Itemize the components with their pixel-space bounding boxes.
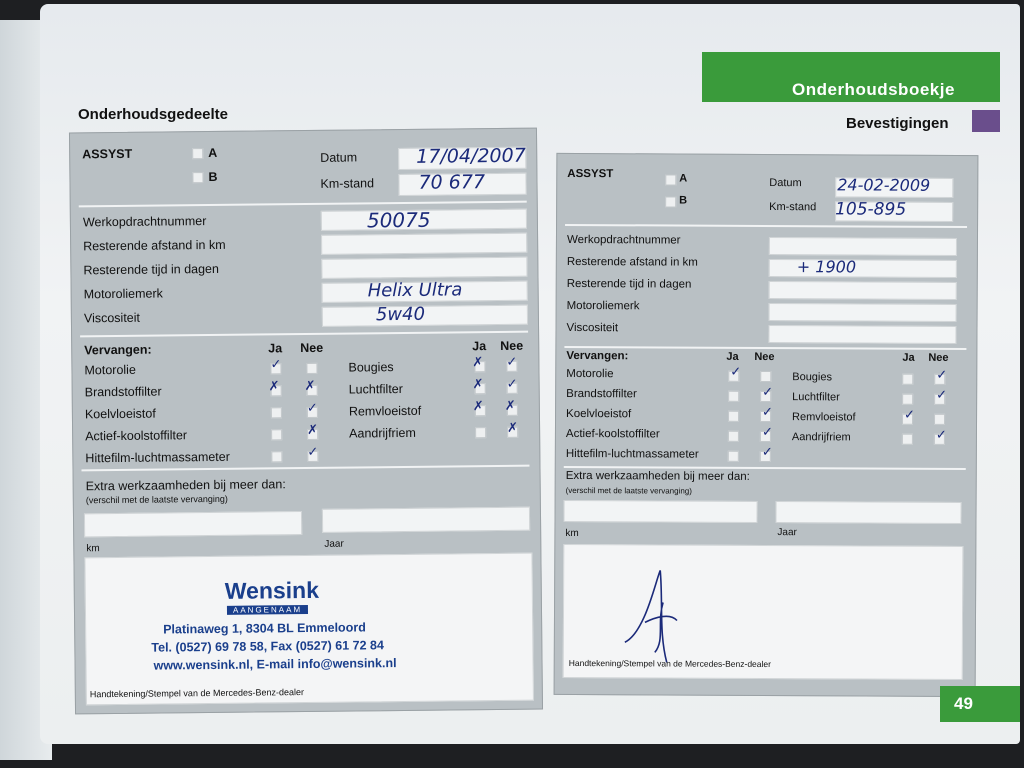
assyst-a-label: A <box>208 145 218 161</box>
assyst-label: ASSYST <box>567 167 614 181</box>
km-label: km <box>86 543 100 555</box>
booklet-tab: Onderhoudsboekje <box>702 52 1000 102</box>
assyst-b-checkbox[interactable] <box>192 172 203 183</box>
divider <box>79 201 527 208</box>
remvloeistof-label: Remvloeistof <box>348 403 422 419</box>
luchtfilter-label: Luchtfilter <box>792 391 840 404</box>
divider <box>80 331 528 338</box>
koelvloeistof-label: Koelvloeistof <box>84 406 156 422</box>
hittefilm-ja-checkbox[interactable] <box>271 451 282 462</box>
aandrijfriem-nee-mark: ✓ <box>935 427 947 443</box>
resterende-afstand-value: + 1900 <box>796 257 857 277</box>
divider <box>565 224 967 228</box>
koelvloeistof-label: Koelvloeistof <box>566 407 632 421</box>
maintenance-card-2 <box>554 153 979 697</box>
dealer-logo: Wensink <box>224 576 320 604</box>
resterende-tijd-label: Resterende tijd in dagen <box>566 277 692 291</box>
nee-header: Nee <box>500 338 524 353</box>
jaar-label: Jaar <box>324 538 344 550</box>
extra-km-field[interactable] <box>84 511 302 537</box>
datum-value: 24-02-2009 <box>837 175 931 195</box>
remvloeistof-ja-mark: ✓ <box>904 407 915 423</box>
km-stand-value: 105-895 <box>835 199 907 220</box>
bougies-label: Bougies <box>348 360 394 375</box>
dealer-tagline: AANGENAAM <box>227 605 308 615</box>
assyst-b-label: B <box>208 169 218 185</box>
resterende-afstand-label: Resterende afstand in km <box>566 255 698 269</box>
hittefilm-label: Hittefilm-luchtmassameter <box>565 447 699 461</box>
hittefilm-ja-checkbox[interactable] <box>728 451 739 462</box>
aandrijfriem-nee-mark: ✗ <box>507 420 519 436</box>
koelvloeistof-ja-checkbox[interactable] <box>728 411 739 422</box>
motorolie-nee-checkbox[interactable] <box>760 371 771 382</box>
nee-header: Nee <box>928 351 949 364</box>
extra-sub-label: (verschil met de laatste vervanging) <box>565 485 692 496</box>
datum-label: Datum <box>320 150 358 165</box>
jaar-label: Jaar <box>777 527 797 539</box>
brandstoffilter-ja-mark: ✗ <box>268 379 280 395</box>
motorolie-nee-checkbox[interactable] <box>306 363 317 374</box>
km-stand-label: Km-stand <box>769 201 817 214</box>
werkopdrachtnummer-label: Werkopdrachtnummer <box>82 214 207 230</box>
remvloeistof-label: Remvloeistof <box>792 411 856 424</box>
extra-km-field[interactable] <box>563 500 757 523</box>
actief-ja-checkbox[interactable] <box>728 431 739 442</box>
hittefilm-nee-mark: ✓ <box>307 444 319 460</box>
actief-koolstoffilter-label: Actief-koolstoffilter <box>565 427 660 441</box>
luchtfilter-ja-mark: ✗ <box>472 377 484 393</box>
motoroliemerk-field[interactable] <box>769 303 957 322</box>
handwritten-signature <box>615 562 686 672</box>
remvloeistof-nee-mark: ✗ <box>504 398 516 414</box>
motoroliemerk-label: Motoroliemerk <box>566 299 640 313</box>
nee-header: Nee <box>754 350 775 364</box>
aandrijfriem-ja-checkbox[interactable] <box>902 434 913 445</box>
signature-label: Handtekening/Stempel van de Mercedes-Benz-dealer <box>89 687 305 700</box>
bougies-ja-checkbox[interactable] <box>902 374 913 385</box>
luchtfilter-nee-mark: ✓ <box>936 387 948 403</box>
remvloeistof-ja-mark: ✗ <box>472 399 484 415</box>
extra-sub-label: (verschil met de laatste vervanging) <box>85 493 228 506</box>
extra-label: Extra werkzaamheden bij meer dan: <box>85 477 286 494</box>
brandstoffilter-nee-mark: ✗ <box>304 378 316 395</box>
motorolie-label: Motorolie <box>566 367 614 381</box>
maintenance-card-1 <box>69 128 543 715</box>
bougies-ja-mark: ✗ <box>472 355 484 371</box>
ja-header: Ja <box>726 350 739 363</box>
extra-label: Extra werkzaamheden bij meer dan: <box>565 469 750 483</box>
viscositeit-value: 5w40 <box>375 303 426 326</box>
viscositeit-field[interactable] <box>768 325 956 344</box>
aandrijfriem-ja-checkbox[interactable] <box>475 427 486 438</box>
divider <box>81 465 529 472</box>
dealer-phone: Tel. (0527) 69 78 58, Fax (0527) 61 72 84 <box>151 638 384 655</box>
koelvloeistof-nee-mark: ✓ <box>306 400 318 416</box>
ja-header: Ja <box>902 351 915 364</box>
brandstoffilter-nee-mark: ✓ <box>762 384 774 401</box>
werkopdrachtnummer-field[interactable] <box>769 237 957 256</box>
brandstoffilter-label: Brandstoffilter <box>84 384 162 400</box>
assyst-b-label: B <box>679 194 688 207</box>
section-color-marker <box>972 110 1000 132</box>
assyst-label: ASSYST <box>82 146 133 162</box>
werkopdrachtnummer-label: Werkopdrachtnummer <box>566 233 681 247</box>
km-label: km <box>565 527 579 540</box>
resterende-tijd-field[interactable] <box>321 257 527 279</box>
luchtfilter-ja-checkbox[interactable] <box>902 394 913 405</box>
nee-header: Nee <box>300 340 324 356</box>
assyst-a-checkbox[interactable] <box>192 148 203 159</box>
signature-label: Handtekening/Stempel van de Mercedes-Benz-dealer <box>568 657 772 670</box>
ja-header: Ja <box>472 339 487 354</box>
luchtfilter-label: Luchtfilter <box>348 381 403 397</box>
km-stand-label: Km-stand <box>320 176 375 191</box>
resterende-tijd-field[interactable] <box>769 281 957 300</box>
ja-header: Ja <box>268 341 283 356</box>
datum-value: 17/04/2007 <box>416 144 526 168</box>
resterende-afstand-label: Resterende afstand in km <box>83 237 226 254</box>
motoroliemerk-value: Helix Ultra <box>367 279 463 302</box>
koelvloeistof-nee-mark: ✓ <box>762 404 774 421</box>
datum-label: Datum <box>769 177 802 190</box>
vervangen-label: Vervangen: <box>566 349 629 363</box>
bougies-label: Bougies <box>792 371 833 384</box>
resterende-afstand-field[interactable] <box>321 233 527 255</box>
koelvloeistof-ja-checkbox[interactable] <box>271 407 282 418</box>
aandrijfriem-label: Aandrijfriem <box>791 431 851 444</box>
viscositeit-label: Viscositeit <box>566 321 619 335</box>
page-title: Onderhoudsgedeelte <box>78 106 229 123</box>
assyst-b-checkbox[interactable] <box>665 196 676 207</box>
werkopdrachtnummer-value: 50075 <box>366 207 431 233</box>
extra-jaar-field[interactable] <box>775 501 961 524</box>
page-number: 49 <box>940 686 1020 722</box>
bougies-nee-mark: ✓ <box>506 354 518 370</box>
actief-nee-mark: ✓ <box>761 424 773 441</box>
hittefilm-nee-mark: ✓ <box>761 444 773 461</box>
brandstoffilter-ja-checkbox[interactable] <box>728 391 739 402</box>
extra-jaar-field[interactable] <box>322 507 530 533</box>
resterende-tijd-label: Resterende tijd in dagen <box>83 261 219 278</box>
actief-koolstoffilter-label: Actief-koolstoffilter <box>85 428 188 444</box>
hittefilm-label: Hittefilm-luchtmassameter <box>85 449 230 466</box>
bougies-nee-mark: ✓ <box>936 367 948 383</box>
dealer-web: www.wensink.nl, E-mail info@wensink.nl <box>153 656 397 673</box>
aandrijfriem-label: Aandrijfriem <box>349 425 416 441</box>
vervangen-label: Vervangen: <box>84 342 152 358</box>
motoroliemerk-label: Motoroliemerk <box>83 286 163 302</box>
assyst-a-label: A <box>679 172 688 185</box>
viscositeit-label: Viscositeit <box>83 310 141 326</box>
section-title: Bevestigingen <box>846 115 949 132</box>
actief-nee-mark: ✗ <box>307 422 319 438</box>
motorolie-ja-mark: ✓ <box>730 364 742 380</box>
actief-ja-checkbox[interactable] <box>271 429 282 440</box>
dealer-address: Platinaweg 1, 8304 BL Emmeloord <box>163 620 366 637</box>
motorolie-ja-mark: ✓ <box>270 357 282 373</box>
brandstoffilter-label: Brandstoffilter <box>566 387 637 401</box>
remvloeistof-nee-checkbox[interactable] <box>934 414 945 425</box>
motorolie-label: Motorolie <box>84 362 136 378</box>
assyst-a-checkbox[interactable] <box>665 174 676 185</box>
km-stand-value: 70 677 <box>418 171 486 194</box>
luchtfilter-nee-mark: ✓ <box>506 376 518 392</box>
